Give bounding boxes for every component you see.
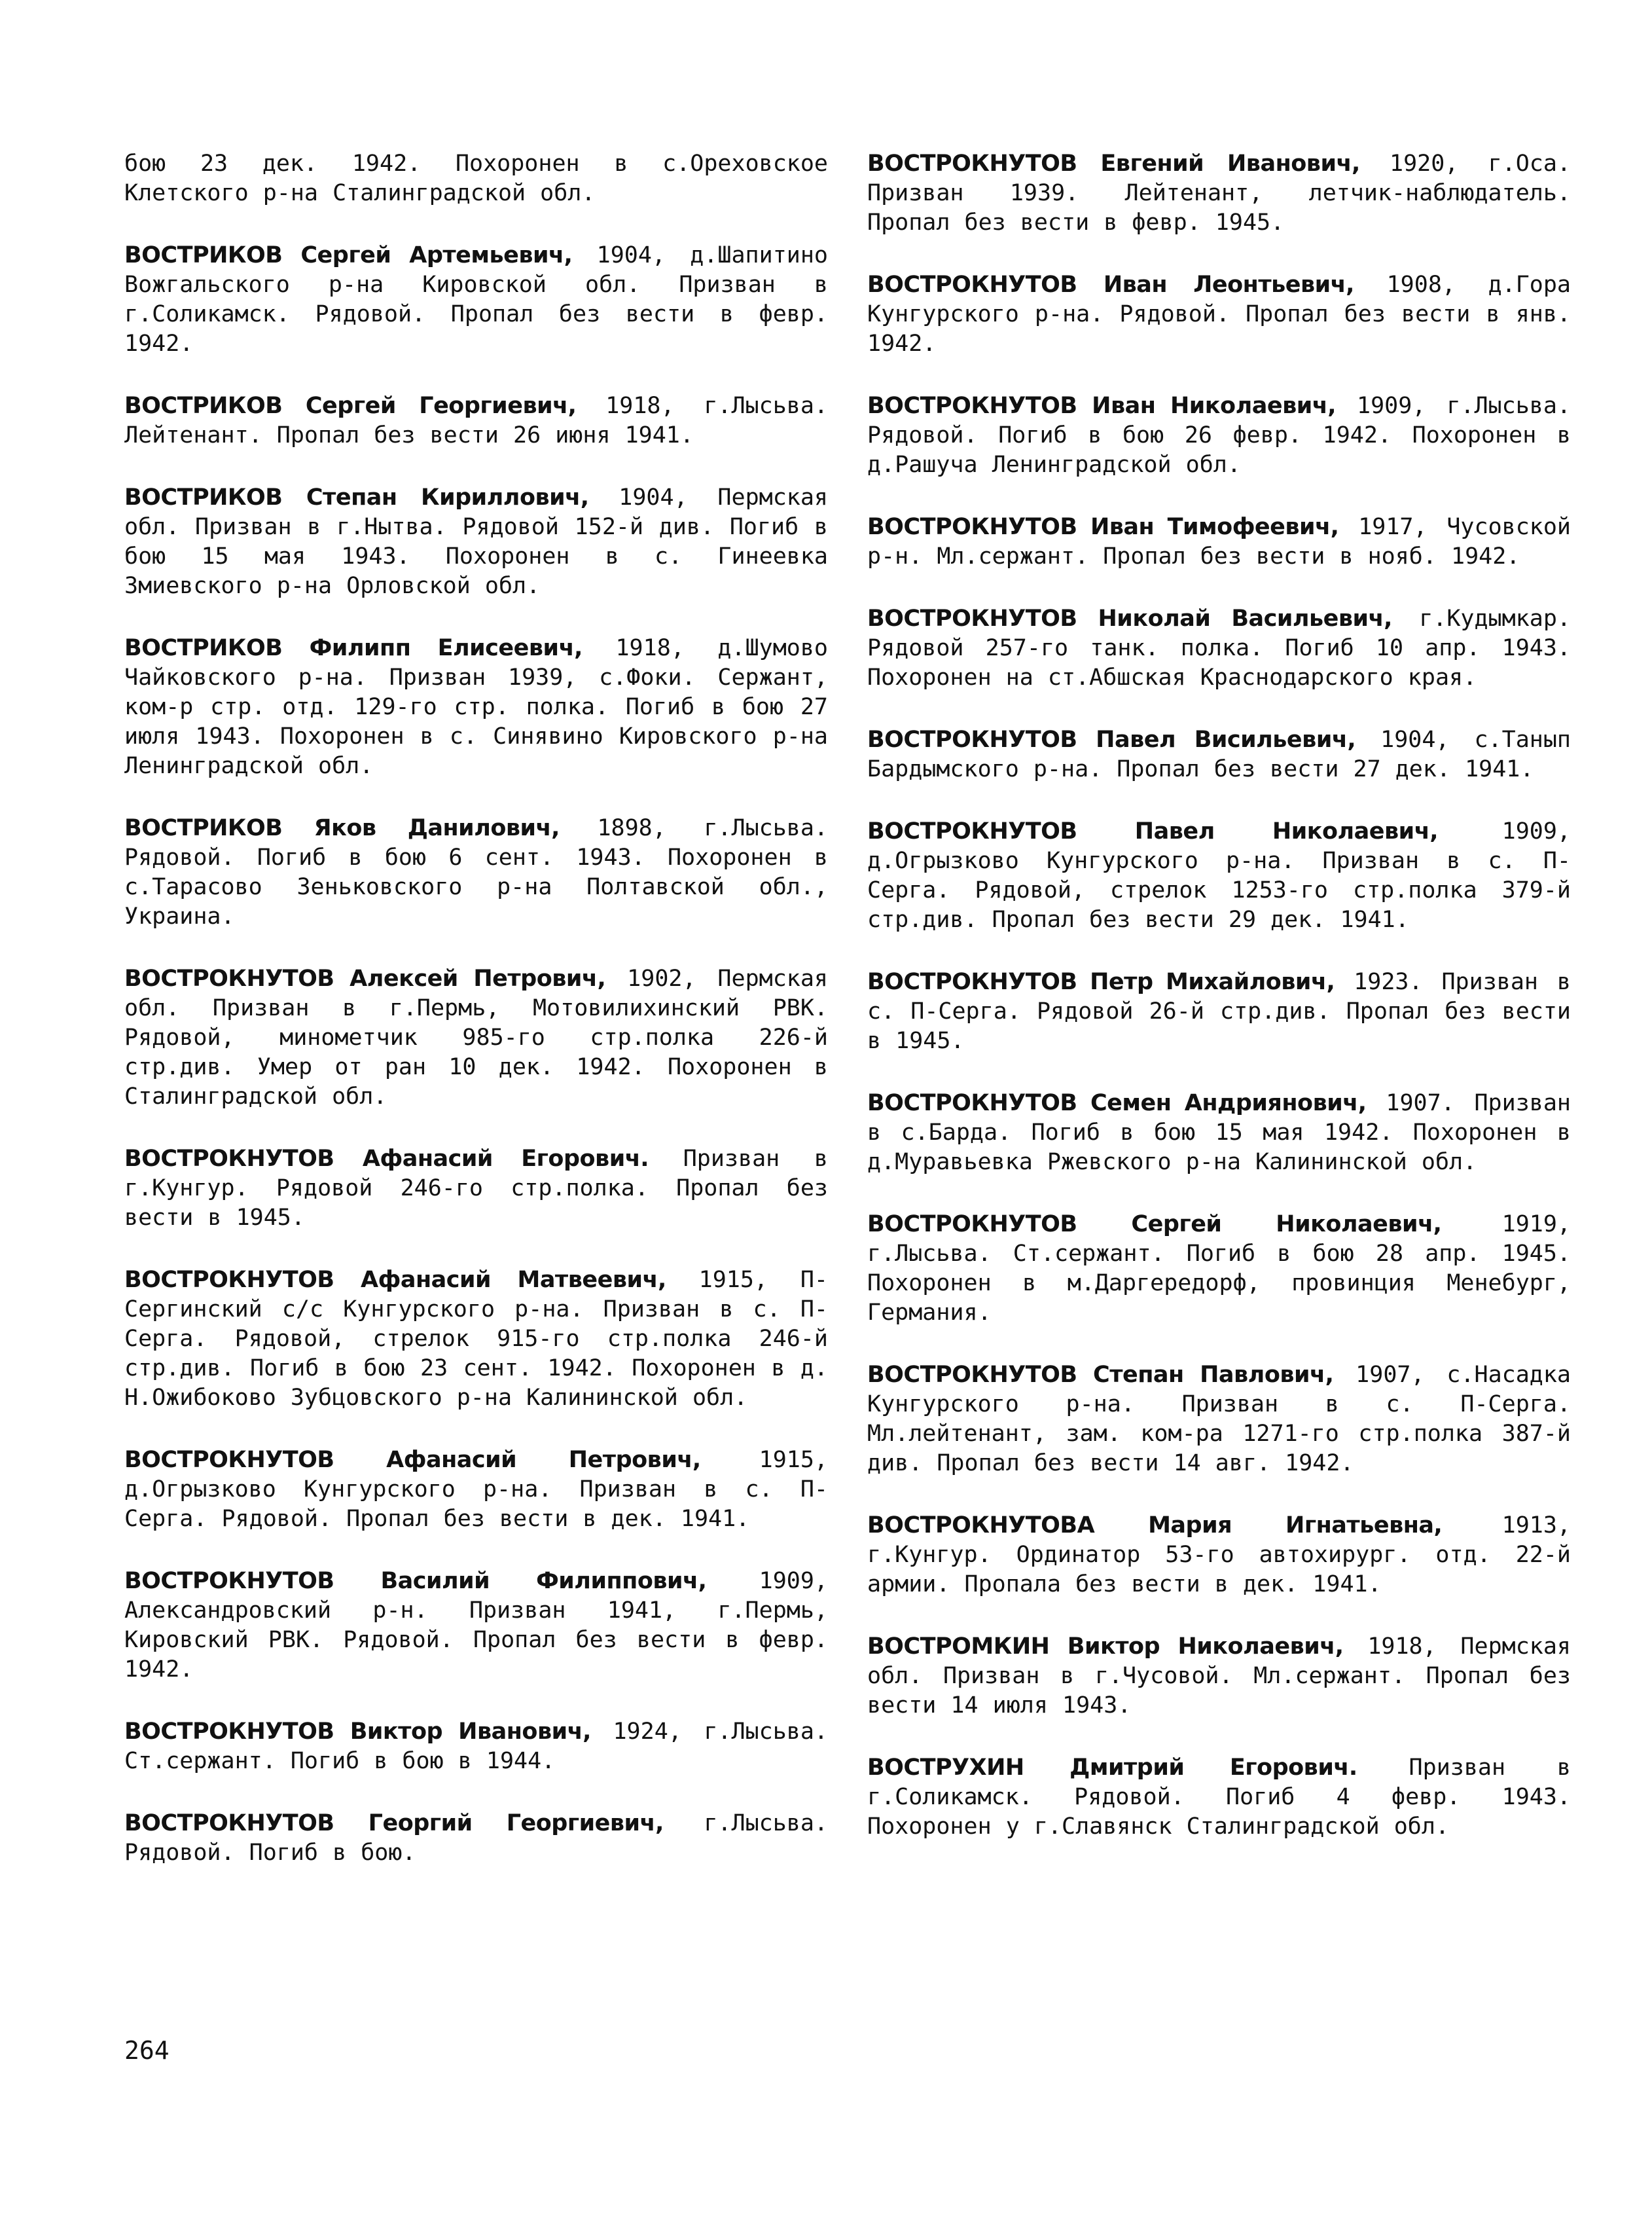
entry-text: 1918, Пермская обл. Призван в г.Чусовой. Мл.сержант. Пропал без вести 14 июля 1943.: [867, 1633, 1571, 1719]
entry: [867, 817, 1571, 935]
entry-text: 1920, г.Оса. Призван 1939. Лейтенант, летчик-наблюдатель. Пропал без вести в февр. 1945.: [867, 151, 1571, 236]
entry-name: ВОСТРОКНУТОВ Афанасий Матвеевич,: [124, 1267, 666, 1293]
entry-text: 1913, г.Кунгур. Ординатор 53-го автохирург. отд. 22-й армии. Пропала без вести в дек. 1941.: [867, 1512, 1571, 1597]
entry: [867, 968, 1571, 1056]
entry: [124, 483, 828, 601]
entry-name: ВОСТРОКНУТОВ Афанасий Егорович.: [124, 1146, 649, 1172]
entry-text: 1904, Пермская обл. Призван в г.Нытва. Рядовой 152-й див. Погиб в бою 15 мая 1943. Похоронен в с. Гинеевка Змиевского р-на Орловской обл.: [124, 484, 829, 599]
entry-text: 1898, г.Лысьва. Рядовой. Погиб в бою 6 сент. 1943. Похоронен в с.Тарасово Зеньковского р-на Полтавской обл., Украина.: [124, 815, 828, 930]
entry-text: Призван в г.Кунгур. Рядовой 246-го стр.полка. Пропал без вести в 1945.: [124, 1146, 828, 1231]
entry-name: ВОСТРОКНУТОВ Виктор Иванович,: [124, 1719, 591, 1745]
entry-name: ВОСТРИКОВ Яков Данилович,: [124, 815, 560, 841]
entry-text: 1909, Александровский р-н. Призван 1941, г.Пермь, Кировский РВК. Рядовой. Пропал без вести в февр. 1942.: [124, 1568, 828, 1683]
entry: [867, 1753, 1571, 1842]
entry-text: г.Кудымкар. Рядовой 257-го танк. полка. Погиб 10 апр. 1943. Похоронен на ст.Абшская Краснодарского края.: [867, 606, 1571, 691]
entry: [124, 814, 828, 932]
entry: [867, 1632, 1571, 1720]
entry: [124, 964, 828, 1112]
entry-name: ВОСТРИКОВ Филипп Елисеевич,: [124, 635, 583, 661]
entry: [124, 1144, 828, 1233]
entry: [124, 149, 828, 208]
left-column: [124, 149, 828, 1901]
entry-text: 1915, П-Сергинский с/с Кунгурского р-на. Призван в с. П-Серга. Рядовой, стрелок 915-го стр.полка 246-й стр.див. Погиб в бою 23 сент. 1942. Похоронен в д. Н.Ожибоково Зубцовского р-на Калининской обл.: [124, 1267, 828, 1411]
entry-text: 1909, д.Огрызково Кунгурского р-на. Призван в с. П-Серга. Рядовой, стрелок 1253-го стр.полка 379-й стр.див. Пропал без вести 29 дек. 1941.: [867, 818, 1571, 933]
entry-name: ВОСТРОКНУТОВ Сергей Николаевич,: [867, 1211, 1442, 1237]
entry-text: 1918, г.Лысьва. Лейтенант. Пропал без вести 26 июня 1941.: [124, 393, 828, 448]
entry-name: ВОСТРУХИН Дмитрий Егорович.: [867, 1755, 1357, 1781]
entry-name: ВОСТРОКНУТОВ Иван Тимофеевич,: [867, 514, 1339, 540]
entry-name: ВОСТРОКНУТОВ Алексей Петрович,: [124, 966, 606, 992]
entry: [124, 1567, 828, 1684]
right-column: [867, 149, 1571, 1874]
entry-text: 1907. Призван в с.Барда. Погиб в бою 15 мая 1942. Похоронен в д.Муравьевка Ржевского р-на Калининской обл.: [867, 1090, 1571, 1175]
entry-text: 1902, Пермская обл. Призван в г.Пермь, Мотовилихинский РВК. Рядовой, минометчик 985-го стр.полка 226-й стр.див. Умер от ран 10 дек. 1942. Похоронен в Сталинградской обл.: [124, 966, 829, 1110]
entry-text: 1904, д.Шапитино Вожгальского р-на Кировской обл. Призван в г.Соликамск. Рядовой. Пропал без вести в февр. 1942.: [124, 242, 828, 357]
entry-text: 1904, с.Танып Бардымского р-на. Пропал без вести 27 дек. 1941.: [867, 727, 1571, 782]
entry-text: 1908, д.Гора Кунгурского р-на. Рядовой. Пропал без вести в янв. 1942.: [867, 272, 1571, 357]
entry-name: ВОСТРОКНУТОВА Мария Игнатьевна,: [867, 1512, 1443, 1538]
entry-name: ВОСТРОМКИН Виктор Николаевич,: [867, 1633, 1344, 1660]
entry: [867, 604, 1571, 693]
entry-name: ВОСТРОКНУТОВ Семен Андриянович,: [867, 1090, 1367, 1116]
entry-text: 1923. Призван в с. П-Серга. Рядовой 26-й стр.див. Пропал без вести в 1945.: [867, 969, 1571, 1054]
entry-name: ВОСТРОКНУТОВ Евгений Иванович,: [867, 151, 1360, 177]
entry: [124, 241, 828, 359]
entry-text: 1907, с.Насадка Кунгурского р-на. Призван в с. П-Серга. Мл.лейтенант, зам. ком-ра 1271-го стр.полка 387-й див. Пропал без вести 14 авг. 1942.: [867, 1362, 1571, 1476]
entry-name: ВОСТРОКНУТОВ Афанасий Петрович,: [124, 1447, 701, 1473]
entry-name: ВОСТРОКНУТОВ Павел Висильевич,: [867, 727, 1356, 753]
entry: [867, 1511, 1571, 1599]
entry-text: 1917, Чусовской р-н. Мл.сержант. Пропал без вести в нояб. 1942.: [867, 514, 1571, 570]
entry: [867, 1210, 1571, 1328]
entry: [867, 391, 1571, 480]
entry-name: ВОСТРИКОВ Сергей Артемьевич,: [124, 242, 573, 268]
entry-name: ВОСТРОКНУТОВ Георгий Георгиевич,: [124, 1810, 664, 1836]
entry-text: г.Лысьва. Рядовой. Погиб в бою.: [124, 1810, 828, 1866]
entry: [124, 1265, 828, 1413]
entry-text: 1915, д.Огрызково Кунгурского р-на. Призван в с. П-Серга. Рядовой. Пропал без вести в дек. 1941.: [124, 1447, 828, 1532]
entry: [867, 270, 1571, 359]
entry: [867, 1089, 1571, 1177]
entry-name: ВОСТРОКНУТОВ Петр Михайлович,: [867, 969, 1335, 995]
entry-text: бою 23 дек. 1942. Похоронен в с.Ореховское Клетского р-на Сталинградской обл.: [124, 151, 828, 206]
entry: [867, 513, 1571, 572]
entry: [124, 1809, 828, 1868]
entry-name: ВОСТРОКНУТОВ Степан Павлович,: [867, 1362, 1334, 1388]
page-number: 264: [124, 2036, 170, 2065]
entry-text: 1919, г.Лысьва. Ст.сержант. Погиб в бою 28 апр. 1945. Похоронен в м.Даргередорф, провинция Менебург, Германия.: [867, 1211, 1571, 1326]
entry-name: ВОСТРОКНУТОВ Павел Николаевич,: [867, 818, 1439, 845]
entry: [124, 1717, 828, 1776]
entry-text: 1924, г.Лысьва. Ст.сержант. Погиб в бою в 1944.: [124, 1719, 828, 1774]
entry: [124, 391, 828, 450]
entry-text: 1909, г.Лысьва. Рядовой. Погиб в бою 26 февр. 1942. Похоронен в д.Рашуча Ленинградской обл.: [867, 393, 1571, 478]
entry: [124, 634, 828, 781]
entry: [124, 1446, 828, 1534]
entry-text: Призван в г.Соликамск. Рядовой. Погиб 4 февр. 1943. Похоронен у г.Славянск Сталинградской обл.: [867, 1755, 1571, 1840]
entry-name: ВОСТРИКОВ Сергей Георгиевич,: [124, 393, 577, 419]
entry-name: ВОСТРОКНУТОВ Иван Леонтьевич,: [867, 272, 1354, 298]
entry: [867, 149, 1571, 238]
entry: [867, 1360, 1571, 1478]
entry: [867, 725, 1571, 784]
entry-name: ВОСТРОКНУТОВ Николай Васильевич,: [867, 606, 1392, 632]
entry-name: ВОСТРОКНУТОВ Иван Николаевич,: [867, 393, 1337, 419]
entry-name: ВОСТРИКОВ Степан Кириллович,: [124, 484, 589, 511]
entry-text: 1918, д.Шумово Чайковского р-на. Призван 1939, с.Фоки. Сержант, ком-р стр. отд. 129-го стр. полка. Погиб в бою 27 июля 1943. Похоронен в с. Синявино Кировского р-на Ленинградской обл.: [124, 635, 828, 779]
entry-name: ВОСТРОКНУТОВ Василий Филиппович,: [124, 1568, 707, 1594]
